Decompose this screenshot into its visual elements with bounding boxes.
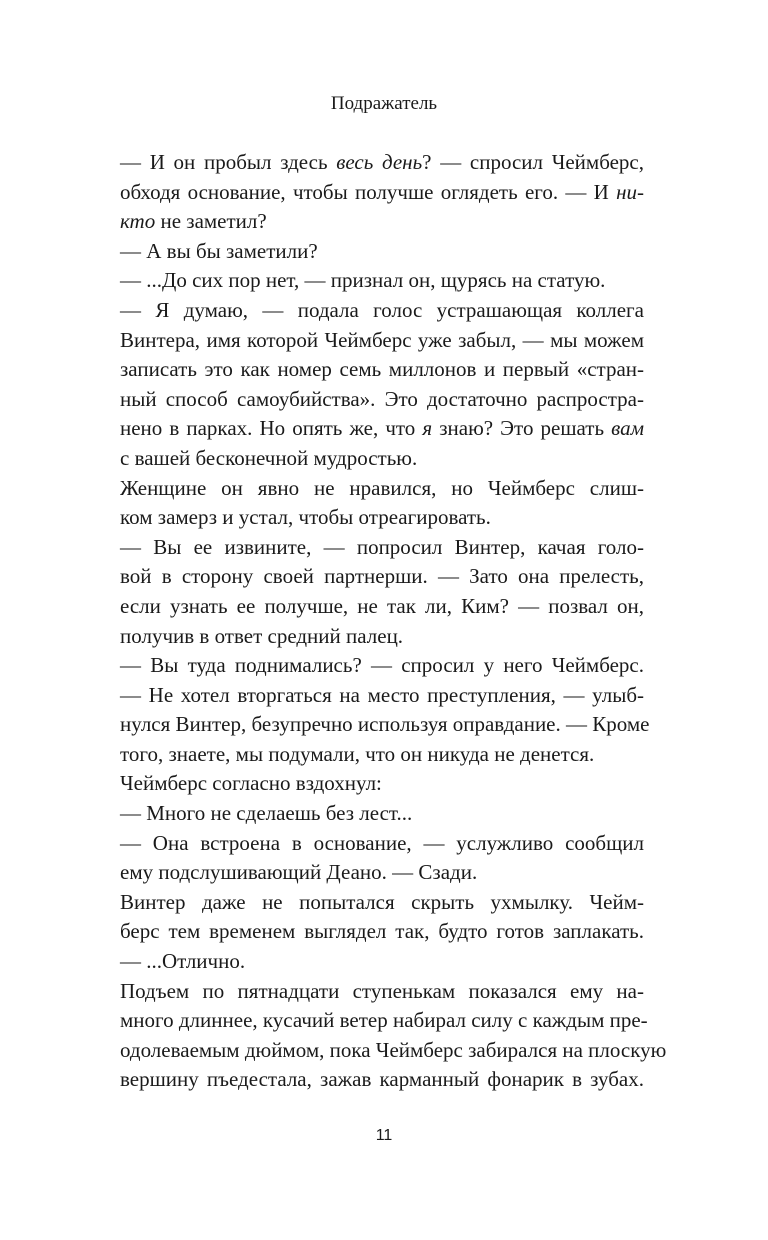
text-line [120,977,644,1007]
italic-text: вам [611,416,645,441]
text-segment: — А вы бы заметили? [120,238,318,263]
text-segment: — Вы туда поднимались? — спросил у него Чеймберс. [120,653,644,678]
text-segment: Женщине он явно не нравился, но Чеймберс слиш- [120,475,644,500]
text-segment: нено в парках. Но опять же, что [120,416,423,441]
text-segment: вой в сторону своей партнерши. — Зато она прелесть, [120,564,644,589]
text-line [120,237,644,267]
text-segment: знаю? Это решать [432,416,612,441]
italic-text: ни- [616,179,644,204]
text-line [120,474,644,504]
text-segment: Чеймберс согласно вздохнул: [120,771,382,796]
text-line [120,562,644,592]
text-segment: Подъем по пятнадцати ступенькам показался ему на- [120,978,644,1003]
text-line [120,681,644,711]
text-line [120,1065,644,1095]
text-segment: получив в ответ средний палец. [120,623,404,648]
text-line [120,178,644,208]
text-segment: ? — спросил Чеймберс, [422,150,644,174]
text-segment: с вашей бесконечной мудростью. [120,445,418,470]
text-segment: — И он пробыл здесь [120,150,337,174]
text-segment: берс тем временем выглядел так, будто готов заплакать. [120,919,644,944]
text-line [120,888,644,918]
text-segment: если узнать ее получше, не так ли, Ким? — позвал он, [120,593,644,618]
text-line [120,1006,648,1036]
italic-text: кто [120,209,156,234]
text-line [120,503,644,533]
text-segment: записать это как номер семь миллонов и первый «стран- [120,357,644,382]
text-segment: ему подслушивающий Деано. — Сзади. [120,860,478,885]
text-line [120,385,644,415]
text-segment: обходя основание, чтобы получше оглядеть его. — И [120,179,617,204]
body-text [120,148,667,1095]
running-head: Подражатель [330,93,438,114]
text-segment: — Не хотел вторгаться на место преступления, — улыб- [120,682,644,707]
text-segment: много длиннее, кусачий ветер набирал силу с каждым пре- [120,1008,648,1033]
text-segment: — Вы ее извините, — попросил Винтер, качая голо- [120,534,644,559]
text-line [120,710,650,740]
text-segment: — Она встроена в основание, — услужливо сообщил [120,830,644,855]
text-line [120,207,644,237]
text-line [120,414,644,444]
text-line [120,533,644,563]
text-line [120,355,644,385]
text-segment: — ...До сих пор нет, — признал он, щурясь на статую. [120,268,606,293]
text-line [120,829,644,859]
text-segment: ком замерз и устал, чтобы отреагировать. [120,505,491,530]
text-line [120,622,644,652]
text-segment: вершину пъедестала, зажав карманный фонарик в зубах. [120,1067,644,1092]
text-line [120,917,644,947]
text-segment: — Много не сделаешь без лест... [120,801,413,826]
text-segment: Винтера, имя которой Чеймберс уже забыл, — мы можем [120,327,644,352]
text-segment: Винтер даже не попытался скрыть ухмылку. Чейм- [120,889,644,914]
text-segment: одолеваемым дюймом, пока Чеймберс забирался на плоскую [120,1037,667,1062]
text-segment: ный способ самоубийства». Это достаточно распростра- [120,386,644,411]
text-segment: нулся Винтер, безупречно используя оправдание. — Кроме [120,712,650,737]
text-line [120,947,644,977]
italic-text: я [422,416,433,441]
text-line [120,326,644,356]
text-line [120,1036,667,1066]
text-line [120,444,644,474]
text-segment: — Я думаю, — подала голос устрашающая коллега [120,297,644,322]
text-line [120,740,644,770]
text-line [120,858,644,888]
page-number: 11 [375,1127,393,1144]
text-line [120,799,644,829]
text-segment: того, знаете, мы подумали, что он никуда не денется. [120,741,595,766]
text-segment: не заметил? [155,209,267,234]
text-line [120,148,644,178]
text-line [120,296,644,326]
text-segment: — ...Отлично. [120,949,246,974]
text-line [120,769,644,799]
text-line [120,266,644,296]
text-line [120,592,644,622]
text-line [120,651,644,681]
italic-text: весь день [336,150,423,174]
